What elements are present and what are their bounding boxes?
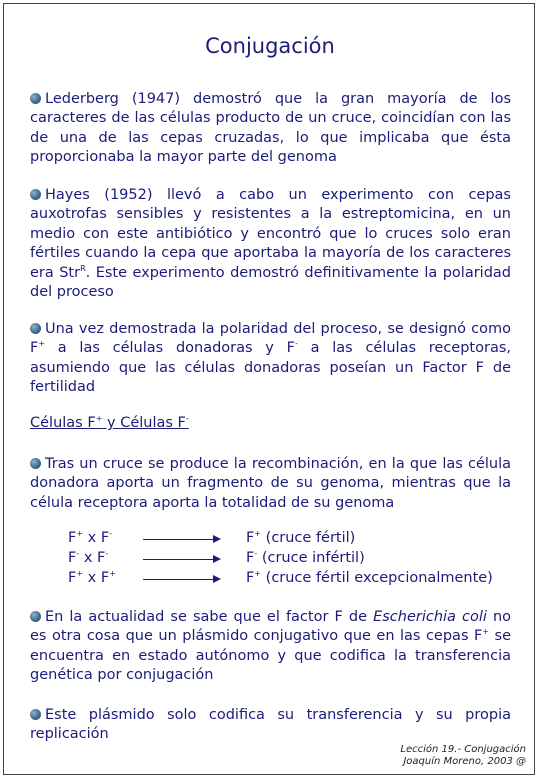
superscript: - [185,414,189,423]
paragraph-text: En la actualidad se sabe que el factor F de [45,609,374,625]
paragraph-text: Una vez demostrada la polaridad del proceso, se designó como F [30,321,511,357]
cross-result: F+ (cruce fértil excepcionalmente) [246,569,493,586]
cross-left: F+ x F- [68,529,113,546]
section-heading [30,415,189,431]
paragraph-text: se encuentra en estado autónomo y que codifica la transferencia genética por conjugación [30,628,511,684]
superscript: R [80,263,86,273]
cross-row [68,550,518,570]
sphere-bullet-icon [30,709,41,720]
sphere-bullet-icon [30,611,41,622]
paragraph-lederberg [30,90,511,168]
right-arrow-icon [143,559,219,560]
paragraph-text: Lederberg (1947) demostró que la gran mayoría de los caracteres de las células producto de un cruce, coincidían con las de una de las cepas cruzadas, lo que implicaba que ésta proporcionaba la mayor parte del genoma [30,91,511,166]
cross-list [68,530,518,590]
paragraph-text: a las células receptoras, asumiendo que las células donadoras poseían un Factor F de fertilidad [30,340,511,396]
page-title: Conjugación [205,34,335,58]
heading-text: y Células F [102,415,186,431]
cross-left: F- x F- [68,549,109,566]
sphere-bullet-icon [30,323,41,334]
footer-lesson: Lección 19.- Conjugación [400,744,526,755]
superscript: - [294,339,298,349]
right-arrow-icon [143,539,219,540]
paragraph-recombinacion [30,455,511,513]
paragraph-replicacion [30,706,511,745]
cross-result: F- (cruce infértil) [246,549,365,566]
paragraph-plasmido [30,608,511,686]
paragraph-text: no es otra cosa que un plásmido conjugativo que en las cepas F [30,609,512,645]
paragraph-polaridad [30,320,511,398]
sphere-bullet-icon [30,93,41,104]
cross-result: F+ (cruce fértil) [246,529,356,546]
paragraph-hayes [30,186,511,302]
superscript: + [38,339,46,349]
species-name: Escherichia coli [373,609,487,625]
cross-row [68,570,518,590]
right-arrow-icon [143,579,219,580]
sphere-bullet-icon [30,458,41,469]
paragraph-text: a las células donadoras y F [45,340,295,357]
paragraph-text: Hayes (1952) llevó a cabo un experimento con cepas auxotrofas sensibles y resistentes a la estreptomicina, en un medio con este antibiótico y encontró que lo cruces solo eran fértiles cuando la cepa que aportaba la mayoría de los caracteres era Str [30,187,511,281]
superscript: + [482,627,490,637]
paragraph-text: Tras un cruce se produce la recombinación, en la que las célula donadora aporta un fragmento de su genoma, mientras que la célula receptora aporta la totalidad de su genoma [30,456,511,511]
footer-author: Joaquín Moreno, 2003 @ [403,756,526,767]
paragraph-text: Este plásmido solo codifica su transferencia y su propia replicación [30,707,511,743]
cross-row [68,530,518,550]
paragraph-text: . Este experimento demostró definitivamente la polaridad del proceso [30,264,511,301]
superscript: + [95,414,103,423]
heading-text: Células F [30,415,96,431]
footer-credit [400,744,526,768]
cross-left: F+ x F+ [68,569,116,586]
sphere-bullet-icon [30,189,41,200]
